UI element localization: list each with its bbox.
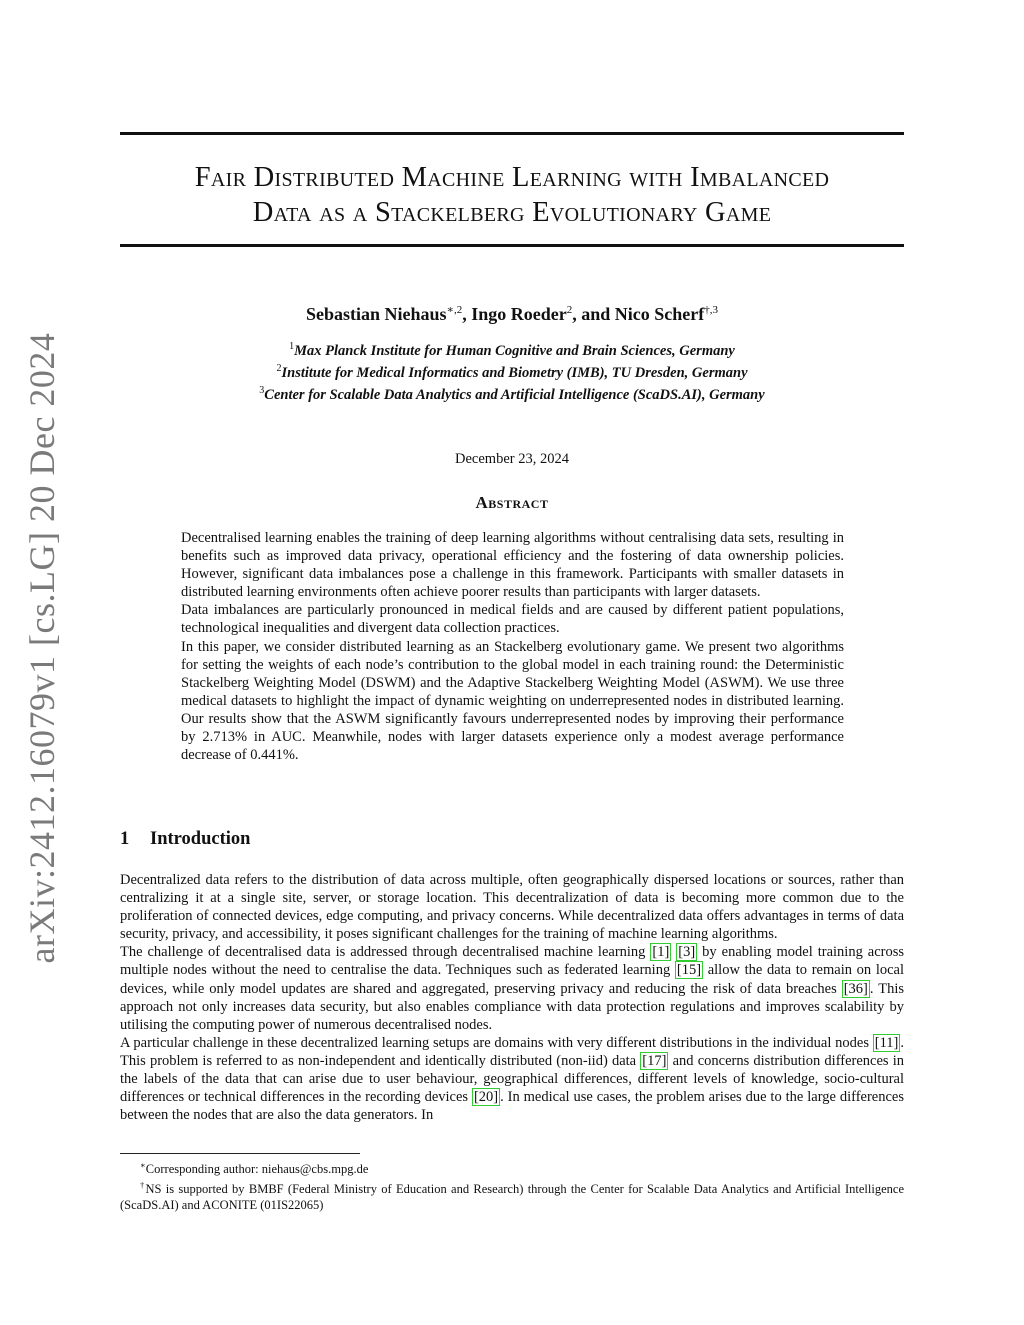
affiliation-list	[120, 338, 904, 403]
citation-link[interactable]: [20]	[473, 1089, 499, 1106]
author-name: Ingo Roeder	[471, 304, 567, 324]
intro-paragraph	[120, 1034, 904, 1124]
publication-date: December 23, 2024	[455, 451, 569, 467]
intro-text: and concerns distribution differences in the labels of the data that can arise due to user behaviour, geographical differences, different levels of knowledge, socio-cultural differences or technical differences in the recording devices	[120, 1052, 905, 1106]
citation-link[interactable]: [17]	[642, 1052, 667, 1069]
footnote-funding	[120, 1177, 904, 1213]
title-line-1: Fair Distributed Machine Learning with Imbalanced	[194, 162, 830, 193]
affiliation-line	[120, 360, 904, 382]
affiliation-text: Max Planck Institute for Human Cognitive and Brain Sciences, Germany	[294, 342, 735, 359]
intro-text: The challenge of decentralised data is addressed through decentralised machine learning	[120, 944, 651, 961]
affiliation-text: Institute for Medical Informatics and Biometry (IMB), TU Dresden, Germany	[281, 364, 748, 381]
author-name: Sebastian Niehaus	[305, 304, 447, 324]
author-affil-mark: 2	[566, 304, 573, 316]
affiliation-line	[120, 382, 904, 404]
footnote-text: NS is supported by BMBF (Federal Ministry of Education and Research) through the Center for Scalable Data Analytics and Artificial Intelligence (ScaDS.AI) and ACONITE (01IS22065)	[120, 1182, 904, 1213]
affiliation-line	[120, 338, 904, 360]
footnote-divider	[120, 1153, 360, 1154]
author-name: Nico Scherf	[614, 304, 705, 324]
affiliation-mark: 2	[276, 362, 282, 374]
intro-text: . This problem is referred to as non-independent and identically distributed (non-iid) data	[120, 1034, 904, 1069]
abstract-heading: Abstract	[475, 493, 549, 512]
affiliation-mark: 1	[289, 341, 295, 352]
citation-link[interactable]: [11]	[874, 1034, 899, 1051]
footnotes	[120, 1157, 904, 1213]
section-title: Introduction	[150, 829, 251, 849]
abstract-paragraph: Data imbalances are particularly pronounced in medical fields and are caused by different patient populations, technological inequalities and divergent data collection practices.	[181, 602, 844, 637]
affiliation-mark: 3	[259, 384, 265, 396]
title-bottom-rule	[120, 244, 904, 247]
section-heading-introduction	[120, 829, 250, 850]
footnote-text: Corresponding author: niehaus@cbs.mpg.de	[145, 1162, 369, 1177]
intro-text: . In medical use cases, the problem arises due to the large differences between the nodes that are also the data generators. In	[120, 1089, 904, 1124]
affiliation-text: Center for Scalable Data Analytics and Artificial Intelligence (ScaDS.AI), Germany	[264, 386, 765, 403]
author-affil-mark: †,3	[704, 304, 719, 316]
footnote-mark: †	[140, 1180, 146, 1191]
intro-text: allow the data to remain on local devices, while only model updates are shared and aggregated, preserving privacy and reducing the risk of data breaches	[120, 962, 904, 997]
arxiv-identifier-stamp: arXiv:2412.16079v1 [cs.LG] 20 Dec 2024	[22, 332, 62, 964]
intro-paragraph: Decentralized data refers to the distribution of data across multiple, often geographically dispersed locations or sources, rather than centralizing it at a single site, server, or storage location. This decentralization of data is becoming more common due to the proliferation of connected devices, edge computing, and privacy concerns. While decentralized data offers advantages in terms of data security, privacy, and accessibility, it poses significant challenges for the training of machine learning algorithms.	[120, 872, 904, 943]
citation-link[interactable]: [15]	[676, 962, 702, 979]
section-number: 1	[120, 829, 130, 849]
abstract-body	[181, 529, 844, 764]
citation-link[interactable]: [3]	[678, 944, 696, 961]
author-separator: ,	[462, 304, 472, 324]
introduction-body	[120, 871, 904, 1124]
intro-paragraph	[120, 943, 904, 1033]
title-line-2: Data as a Stackelberg Evolutionary Game	[252, 197, 772, 228]
citation-link[interactable]: [36]	[843, 980, 868, 997]
abstract-paragraph: Decentralised learning enables the training of deep learning algorithms without centralising data sets, resulting in benefits such as improved data privacy, operational efficiency and the fostering of data ownership policies. However, significant data imbalances pose a challenge in this framework. Participants with smaller datasets in distributed learning environments often achieve poorer results than participants with larger datasets.	[181, 530, 844, 601]
intro-text: . This approach not only increases data security, but also enables compliance with data protection regulations and improves scalability by utilising the computing power of numerous decentralised nodes.	[120, 980, 904, 1033]
footnote-mark: ∗	[140, 1160, 146, 1170]
author-separator: , and	[572, 304, 615, 324]
author-affil-mark: ∗,2	[446, 304, 463, 316]
footnote-corresponding-author	[120, 1157, 904, 1177]
abstract-paragraph: In this paper, we consider distributed learning as an Stackelberg evolutionary game. We present two algorithms for setting the weights of each node’s contribution to the global model in each training round: the Deterministic Stackelberg Weighting Model (DSWM) and the Adaptive Stackelberg Weighting Model (ASWM). We use three medical datasets to highlight the impact of dynamic weighting on underrepresented nodes in distributed learning. Our results show that the ASWM significantly favours underrepresented nodes by improving their performance by 2.713% in AUC. Meanwhile, nodes with larger datasets experience only a modest average performance decrease of 0.441%.	[181, 638, 844, 764]
intro-text: by enabling model training across multiple nodes without the need to centralise the data. Techniques such as federated learning	[120, 944, 905, 979]
paper-title	[120, 160, 904, 230]
author-list	[120, 299, 904, 325]
title-top-rule	[120, 132, 904, 135]
citation-link[interactable]: [1]	[652, 944, 670, 961]
intro-text: A particular challenge in these decentralized learning setups are domains with very different distributions in the individual nodes	[120, 1034, 873, 1051]
